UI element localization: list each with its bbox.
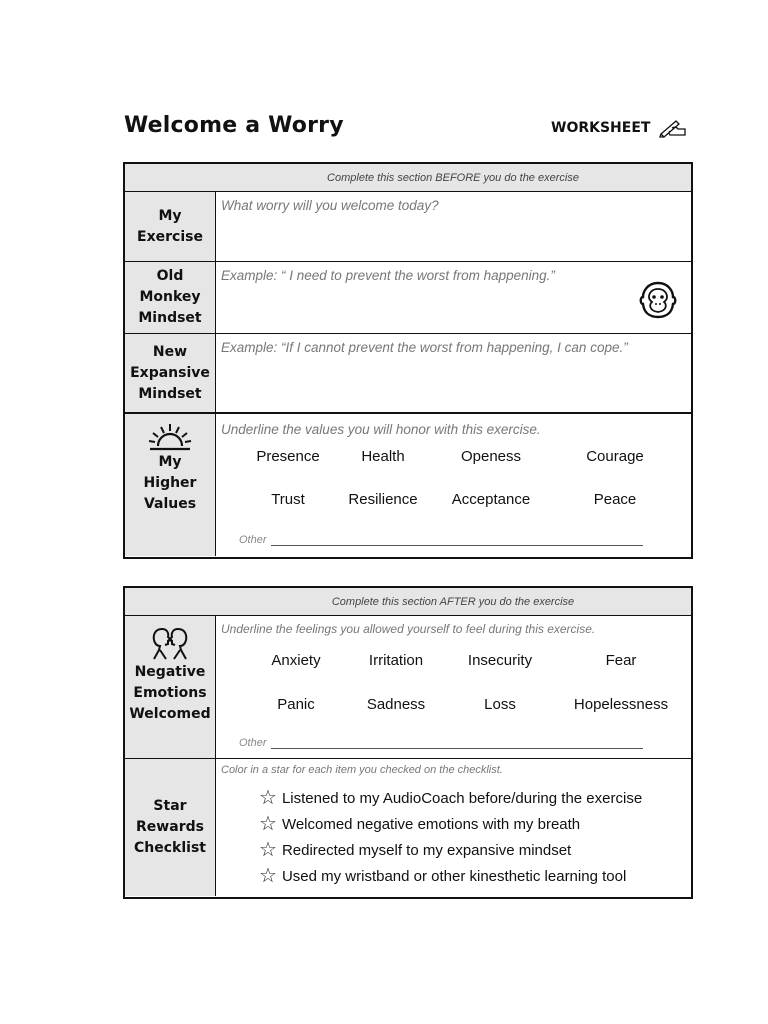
row-my-exercise bbox=[125, 192, 691, 262]
emotion-irritation[interactable]: Irritation bbox=[368, 652, 424, 669]
sunrise-icon bbox=[147, 422, 193, 452]
row-my-higher-values bbox=[125, 414, 691, 556]
checklist-item-label: Redirected myself to my expansive mindset bbox=[281, 841, 572, 859]
emotion-fear[interactable]: Fear bbox=[605, 652, 637, 669]
label-line: Higher bbox=[143, 475, 197, 491]
label-negative-emotions bbox=[125, 616, 216, 758]
label-line: My bbox=[158, 207, 182, 224]
checklist-item[interactable] bbox=[259, 837, 642, 863]
emotion-anxiety[interactable]: Anxiety bbox=[271, 652, 321, 669]
star-outline-icon[interactable]: ☆ bbox=[259, 865, 277, 887]
label-line: Old bbox=[156, 268, 184, 284]
emotions-other-field[interactable] bbox=[239, 737, 643, 749]
my-exercise-field[interactable] bbox=[216, 192, 691, 261]
star-checklist bbox=[259, 785, 642, 889]
values-hint: Underline the values you will honor with this exercise. bbox=[221, 422, 541, 437]
emotion-loss[interactable]: Loss bbox=[484, 696, 516, 713]
label-old-monkey-mindset bbox=[125, 262, 216, 333]
label-new-expansive-mindset bbox=[125, 334, 216, 412]
label-line: Star bbox=[153, 798, 187, 814]
checklist-item[interactable] bbox=[259, 785, 642, 811]
value-resilience[interactable]: Resilience bbox=[348, 491, 418, 508]
label-my-exercise bbox=[125, 192, 216, 261]
row-star-rewards bbox=[125, 759, 691, 896]
label-line: Negative bbox=[134, 664, 206, 680]
value-acceptance[interactable]: Acceptance bbox=[451, 491, 531, 508]
label-star-rewards bbox=[125, 759, 216, 896]
label-my-higher-values bbox=[125, 414, 216, 556]
higher-values-area bbox=[216, 414, 691, 556]
stars-hint: Color in a star for each item you checked on the checklist. bbox=[221, 764, 503, 776]
emotion-sadness[interactable]: Sadness bbox=[366, 696, 426, 713]
label-line: Exercise bbox=[137, 228, 203, 245]
star-outline-icon[interactable]: ☆ bbox=[259, 839, 277, 861]
star-outline-icon[interactable]: ☆ bbox=[259, 813, 277, 835]
checklist-item-label: Welcomed negative emotions with my breath bbox=[281, 815, 581, 833]
other-label: Other bbox=[239, 534, 267, 546]
label-line: Values bbox=[143, 496, 197, 512]
label-line: Emotions bbox=[133, 685, 207, 701]
label-line: Monkey bbox=[139, 289, 201, 305]
star-rewards-area bbox=[216, 759, 691, 896]
before-section bbox=[123, 162, 693, 559]
pencil-writing-icon bbox=[658, 118, 688, 138]
other-label: Other bbox=[239, 737, 267, 749]
page-title: Welcome a Worry bbox=[124, 113, 344, 138]
value-peace[interactable]: Peace bbox=[593, 491, 637, 508]
new-expansive-mindset-field[interactable] bbox=[216, 334, 691, 412]
row-old-monkey-mindset bbox=[125, 262, 691, 334]
two-faces-icon bbox=[148, 626, 192, 662]
my-exercise-hint: What worry will you welcome today? bbox=[221, 198, 439, 213]
label-line: Mindset bbox=[138, 385, 202, 402]
value-presence[interactable]: Presence bbox=[256, 448, 320, 465]
other-underline bbox=[271, 740, 643, 749]
emotion-panic[interactable]: Panic bbox=[277, 696, 315, 713]
old-monkey-mindset-field[interactable] bbox=[216, 262, 691, 333]
label-line: Checklist bbox=[134, 840, 206, 856]
label-line: New bbox=[152, 343, 188, 360]
checklist-item-label: Used my wristband or other kinesthetic learning tool bbox=[281, 867, 627, 885]
after-heading: Complete this section AFTER you do the exercise bbox=[125, 588, 691, 616]
value-health[interactable]: Health bbox=[361, 448, 405, 465]
value-openess[interactable]: Openess bbox=[460, 448, 522, 465]
after-section bbox=[123, 586, 693, 899]
checklist-item[interactable] bbox=[259, 811, 642, 837]
value-courage[interactable]: Courage bbox=[586, 448, 644, 465]
emotion-insecurity[interactable]: Insecurity bbox=[467, 652, 533, 669]
checklist-item-label: Listened to my AudioCoach before/during the exercise bbox=[281, 789, 643, 807]
worksheet-label bbox=[551, 118, 688, 138]
label-line: Rewards bbox=[136, 819, 204, 835]
worksheet-text: WORKSHEET bbox=[551, 120, 651, 136]
checklist-item[interactable] bbox=[259, 863, 642, 889]
new-expansive-hint: Example: “If I cannot prevent the worst from happening, I can cope.” bbox=[221, 340, 628, 355]
label-line: Expansive bbox=[130, 364, 210, 381]
label-line: Welcomed bbox=[129, 706, 211, 722]
label-line: Mindset bbox=[138, 310, 202, 326]
other-underline bbox=[271, 537, 643, 546]
values-other-field[interactable] bbox=[239, 534, 643, 546]
emotion-hopelessness[interactable]: Hopelessness bbox=[573, 696, 669, 713]
star-outline-icon[interactable]: ☆ bbox=[259, 787, 277, 809]
row-negative-emotions bbox=[125, 616, 691, 759]
negative-emotions-area bbox=[216, 616, 691, 758]
before-heading: Complete this section BEFORE you do the exercise bbox=[125, 164, 691, 192]
old-monkey-hint: Example: “ I need to prevent the worst from happening.” bbox=[221, 268, 555, 283]
monkey-face-icon bbox=[639, 280, 677, 320]
label-line: My bbox=[158, 454, 182, 470]
value-trust[interactable]: Trust bbox=[271, 491, 305, 508]
emotions-hint: Underline the feelings you allowed yourself to feel during this exercise. bbox=[221, 622, 596, 636]
row-new-expansive-mindset bbox=[125, 334, 691, 414]
